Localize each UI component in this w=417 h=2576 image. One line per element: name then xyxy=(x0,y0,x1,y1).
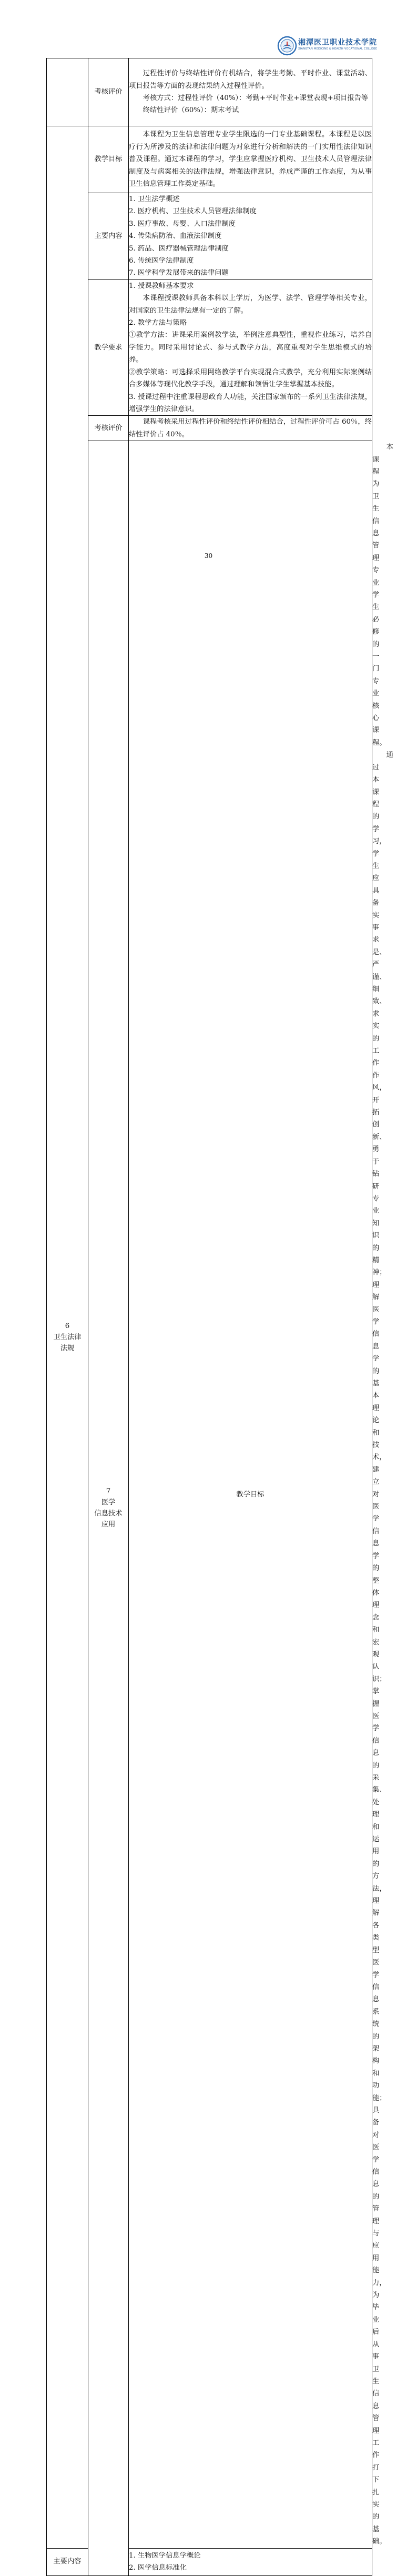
eval-text: 课程考核采用过程性评价和终结性评价相结合，过程性评价可占 60％，终结性评价占 40％。 xyxy=(129,418,372,438)
eval-content xyxy=(129,416,372,441)
table-row xyxy=(47,416,372,441)
empty-name-cell xyxy=(47,58,88,126)
req-heading: 2. 教学方法与策略 xyxy=(129,319,187,327)
list-item: 2. 医学信息标准化 xyxy=(129,2564,187,2572)
course-7-name: 应用 xyxy=(101,1521,116,1529)
goal-label: 教学目标 xyxy=(129,441,372,2548)
school-name: 湘潭医卫职业技术学院 xyxy=(298,38,377,47)
course-7-name: 医学 xyxy=(101,1499,116,1507)
course-7-name: 信息技术 xyxy=(94,1510,123,1518)
school-name-en: XIANGTAN MEDICINE & HEALTH VOCATIONAL COLLEGE xyxy=(298,47,378,51)
course-7-name-cell xyxy=(88,441,129,2575)
list-item: 5. 药品、医疗器械管理法律制度 xyxy=(129,244,229,253)
eval-label: 考核评价 xyxy=(88,58,129,126)
table-row xyxy=(47,58,372,126)
req-content xyxy=(129,279,372,415)
req-label: 教学要求 xyxy=(88,279,129,415)
content-list xyxy=(129,193,372,280)
course-6-number: 6 xyxy=(65,1322,70,1330)
content-list xyxy=(129,2548,372,2575)
page-header xyxy=(277,35,378,58)
list-item: 3. 医疗事故、母婴、人口法律制度 xyxy=(129,219,236,228)
table-row: 7 医学 信息技术 应用 教学目标 本课程为卫生信息管理专业学生必修的一门专业核心课程。 通过本课程的学习，学生应具备实事求是、严谨、细致、求实的工作作风，开拓创新、勇于钻研专业知识的精神；理解医学信息学的基本理论和技术，建立对医学信息学的整体理念和宏观认识；掌握医学信息的采集、处理和运用的方法，理解各类型医学信息系统的架构和功能；具备对医学信息的管理与应用能力，为毕业后从事卫生信息管理工作打下扎实的基础。 xyxy=(47,441,372,2548)
course-table xyxy=(46,58,393,2576)
table-row xyxy=(47,193,372,280)
course-6-name: 法规 xyxy=(60,1344,75,1352)
table-row xyxy=(47,126,372,193)
req-paragraph: 本课程授课教师具备本科以上学历，为医学、法学、管理学等相关专业，对国家的卫生法律法规有一定的了解。 xyxy=(129,294,372,315)
list-item: 4. 传染病防治、血液法律制度 xyxy=(129,232,222,241)
course-7-number: 7 xyxy=(106,1487,111,1496)
eval-content xyxy=(129,58,372,126)
req-paragraph: ②教学策略：可选择采用网络教学平台实现混合式教学，充分利用实际案例结合多媒体等现代化教学手段，通过理解和领悟让学生掌握基本技能。 xyxy=(129,368,372,389)
course-6-name: 卫生法律 xyxy=(53,1333,82,1341)
table-row xyxy=(47,279,372,415)
list-item: 1. 卫生法学概述 xyxy=(129,195,180,203)
goal-content xyxy=(129,126,372,193)
eval-label: 考核评价 xyxy=(88,416,129,441)
course-6-name-cell xyxy=(47,126,88,2549)
goal-label: 教学目标 xyxy=(88,126,129,193)
eval-line: 过程性评价与终结性评价有机结合，将学生考勤、平时作业、课堂活动、项目报告等方面的表现结果纳入过程性评价。 xyxy=(129,69,372,90)
page-number: 30 xyxy=(204,552,213,560)
list-item: 2. 医疗机构、卫生技术人员管理法律制度 xyxy=(129,207,257,216)
goal-text: 本课程为卫生信息管理专业学生限选的一门专业基础课程。本课程是以医疗行为所涉及的法律和法律问题为对象进行分析和解决的一门实用性法律知识普及课程。通过本课程的学习，学生应掌握医疗机构、卫生技术人员管理法律制度及与病案相关的法律法规，增强法律意识，养成严谨的工作态度，为从事卫生信息管理工作奠定基础。 xyxy=(129,131,372,188)
req-heading: 1. 授课教师基本要求 xyxy=(129,282,194,290)
college-logo-icon xyxy=(277,36,297,56)
content-label: 主要内容 xyxy=(47,2548,88,2575)
eval-line: 考核方式：过程性评价（40%）：考勤+平时作业+课堂表现+项目报告等 xyxy=(143,94,369,102)
content-label: 主要内容 xyxy=(88,193,129,280)
eval-line: 终结性评价（60%）：期末考试 xyxy=(143,106,239,115)
list-item: 7. 医学科学发展带来的法律问题 xyxy=(129,269,229,277)
list-item: 6. 传统医学法律制度 xyxy=(129,257,194,265)
req-paragraph: ①教学方法：讲课采用案例教学法，举例注意典型性，重视作业练习，培养自学能力。同时采用讨论式、参与式教学方法，高度重视对学生思维模式的培养。 xyxy=(129,331,372,364)
req-paragraph: 3. 授课过程中注重课程思政育人功能，关注国家颁布的一系列卫生法律法规，增强学生的法律意识。 xyxy=(129,393,372,413)
list-item: 1. 生物医学信息学概论 xyxy=(129,2551,201,2560)
